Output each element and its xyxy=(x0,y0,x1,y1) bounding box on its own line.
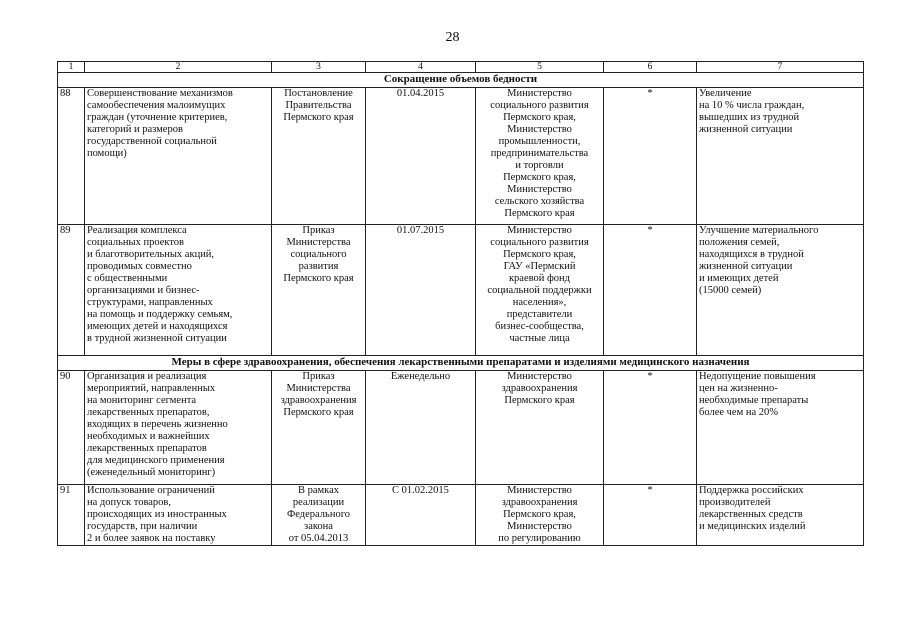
column-number: 6 xyxy=(604,62,697,73)
measure-cell: Совершенствование механизмов самообеспечения малоимущих граждан (уточнение критериев, категорий и размеров государственной социальной помощи) xyxy=(85,88,272,225)
page-number: 28 xyxy=(445,30,460,45)
measures-table xyxy=(57,61,864,546)
measure-cell: Реализация комплекса социальных проектов и благотворительных акций, проводимых совместно с общественными организациями и бизнес- структурами, направленных на помощь и поддержку семьям, имеющих детей и находящихся в трудной жизненной ситуации xyxy=(85,225,272,356)
column-number: 4 xyxy=(366,62,476,73)
legal-act-cell: Постановление Правительства Пермского края xyxy=(272,88,366,225)
result-cell: Увеличение на 10 % числа граждан, вышедших из трудной жизненной ситуации xyxy=(697,88,864,225)
section-heading-row xyxy=(58,356,864,371)
legal-act-cell: Приказ Министерства социального развития Пермского края xyxy=(272,225,366,356)
column-number: 7 xyxy=(697,62,864,73)
date-cell: 01.07.2015 xyxy=(366,225,476,356)
result-cell: Поддержка российских производителей лекарственных средств и медицинских изделий xyxy=(697,485,864,546)
row-number: 90 xyxy=(58,371,85,485)
executor-cell: Министерство здравоохранения Пермского края xyxy=(476,371,604,485)
date-cell: Еженедельно xyxy=(366,371,476,485)
row-number: 88 xyxy=(58,88,85,225)
column-number-row xyxy=(58,62,864,73)
table-row xyxy=(58,485,864,546)
legal-act-cell: В рамках реализации Федерального закона от 05.04.2013 xyxy=(272,485,366,546)
executor-cell: Министерство социального развития Пермского края, Министерство промышленности, предпринимательства и торговли Пермского края, Министерство сельского хозяйства Пермского края xyxy=(476,88,604,225)
mark-cell: * xyxy=(604,485,697,546)
measure-cell: Организация и реализация мероприятий, направленных на мониторинг сегмента лекарственных препаратов, входящих в перечень жизненно необходимых и важнейших лекарственных препаратов для медицинского применения (еженедельный мониторинг) xyxy=(85,371,272,485)
row-number: 89 xyxy=(58,225,85,356)
executor-cell: Министерство здравоохранения Пермского края, Министерство по регулированию xyxy=(476,485,604,546)
executor-cell: Министерство социального развития Пермского края, ГАУ «Пермский краевой фонд социальной поддержки населения», представители бизнес-сообщества, частные лица xyxy=(476,225,604,356)
measure-cell: Использование ограничений на допуск товаров, происходящих из иностранных государств, при наличии 2 и более заявок на поставку xyxy=(85,485,272,546)
mark-cell: * xyxy=(604,88,697,225)
section-title: Сокращение объемов бедности xyxy=(58,73,864,88)
legal-act-cell: Приказ Министерства здравоохранения Пермского края xyxy=(272,371,366,485)
section-title: Меры в сфере здравоохранения, обеспечения лекарственными препаратами и изделиями медицинского назначения xyxy=(58,356,864,371)
date-cell: 01.04.2015 xyxy=(366,88,476,225)
column-number: 1 xyxy=(58,62,85,73)
mark-cell: * xyxy=(604,371,697,485)
date-cell: С 01.02.2015 xyxy=(366,485,476,546)
table-row xyxy=(58,225,864,356)
row-number: 91 xyxy=(58,485,85,546)
result-cell: Недопущение повышения цен на жизненно- необходимые препараты более чем на 20% xyxy=(697,371,864,485)
table-row xyxy=(58,371,864,485)
column-number: 5 xyxy=(476,62,604,73)
column-number: 2 xyxy=(85,62,272,73)
mark-cell: * xyxy=(604,225,697,356)
table-row xyxy=(58,88,864,225)
column-number: 3 xyxy=(272,62,366,73)
result-cell: Улучшение материального положения семей, находящихся в трудной жизненной ситуации и имеющих детей (15000 семей) xyxy=(697,225,864,356)
section-heading-row xyxy=(58,73,864,88)
